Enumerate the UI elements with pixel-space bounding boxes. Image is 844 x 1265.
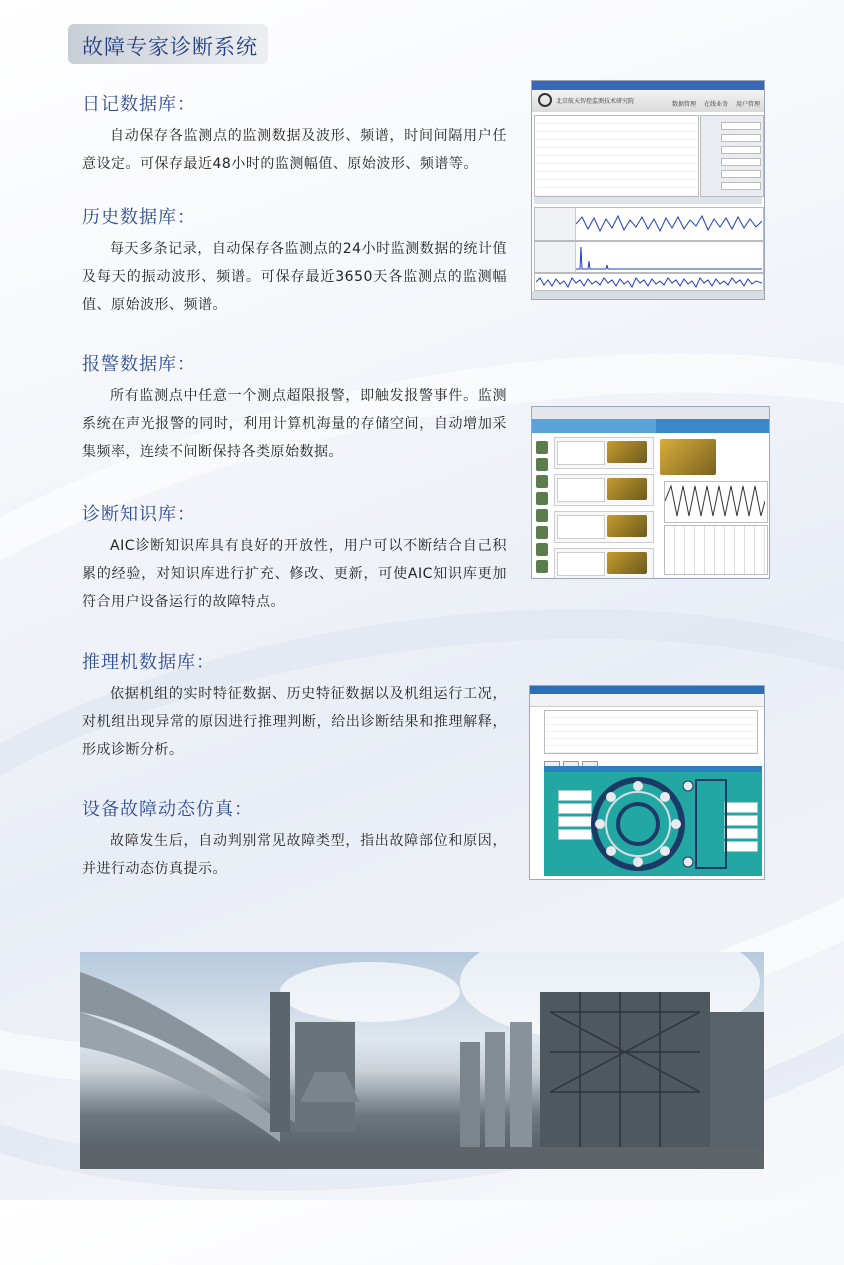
section-history-database [82,203,507,319]
alarm-card [554,437,654,469]
window-titlebar [530,686,764,694]
bearing-diagram [586,772,746,876]
sine-line [665,482,765,520]
trend-plot [534,273,764,291]
status-bar [532,291,764,299]
sine-plot [664,481,768,523]
section-body: 所有监测点中任意一个测点超限报警，即触发报警事件。监测系统在声光报警的同时，利用计算机海量的存储空间，自动增加采集频率，连续不间断保持各类原始数据。 [82,388,507,460]
settings-panel [700,115,764,197]
spectrum-plot [534,241,764,273]
app-header [532,90,764,112]
panel-header-right [656,419,769,433]
title-banner [68,24,268,64]
toolbar [534,197,762,204]
menu-item: 数据管理 [672,101,697,108]
section-body: 每天多条记录，自动保存各监测点的24小时监测数据的统计值及每天的振动波形、频谱。可保存最近3650天各监测点的监测幅值、原始波形、频谱。 [82,241,507,313]
button-row [544,755,614,763]
data-table [544,710,758,754]
waveform-line [576,209,762,239]
page-title: 故障专家诊断系统 [82,35,258,59]
toolbar-icons [534,437,552,575]
alarm-cards [554,437,654,579]
section-fault-simulation [82,795,507,883]
section-heading: 推理机数据库： [82,652,215,673]
section-alarm-database [82,350,507,466]
waveform-plot [534,207,764,241]
alarm-card [554,474,654,506]
alarm-card [554,511,654,543]
noise-line [536,275,762,289]
section-heading: 报警数据库： [82,354,196,375]
window-titlebar [532,81,764,90]
industrial-plant-photo [80,952,764,1169]
section-inference-database [82,648,507,764]
monitor-screenshot [531,80,765,300]
logo-icon [538,93,552,107]
simulation-screenshot [529,685,765,880]
data-table [534,115,699,197]
section-heading: 设备故障动态仿真： [82,799,253,820]
alarm-screenshot [531,406,770,579]
section-knowledge-base [82,500,507,616]
grid-plot [664,525,768,575]
plant-silhouette [80,952,764,1169]
tab-bar [530,694,764,707]
section-body: AIC诊断知识库具有良好的开放性，用户可以不断结合自己积累的经验，对知识库进行扩充、修改、更新，可使AIC知识库更加符合用户设备运行的故障特点。 [82,538,507,610]
section-daily-database [82,90,507,178]
section-body: 自动保存各监测点的监测数据及波形、频谱，时间间隔用户任意设定。可保存最近48小时的监测幅值、原始波形、频谱等。 [82,128,507,172]
section-heading: 日记数据库： [82,94,196,115]
spectrum-line [576,243,762,271]
section-body: 依据机组的实时特征数据、历史特征数据以及机组运行工况，对机组出现异常的原因进行推理判断，给出诊断结果和推理解释，形成诊断分析。 [82,686,507,758]
section-heading: 历史数据库： [82,207,196,228]
alarm-card [554,548,654,579]
org-name: 北京航天智控监测技术研究院 [556,98,635,105]
menu-item: 用户管理 [736,101,761,108]
section-body: 故障发生后，自动判别常见故障类型，指出故障部位和原因，并进行动态仿真提示。 [82,833,507,877]
menu-item: 在线业务 [704,101,729,108]
section-heading: 诊断知识库： [82,504,196,525]
